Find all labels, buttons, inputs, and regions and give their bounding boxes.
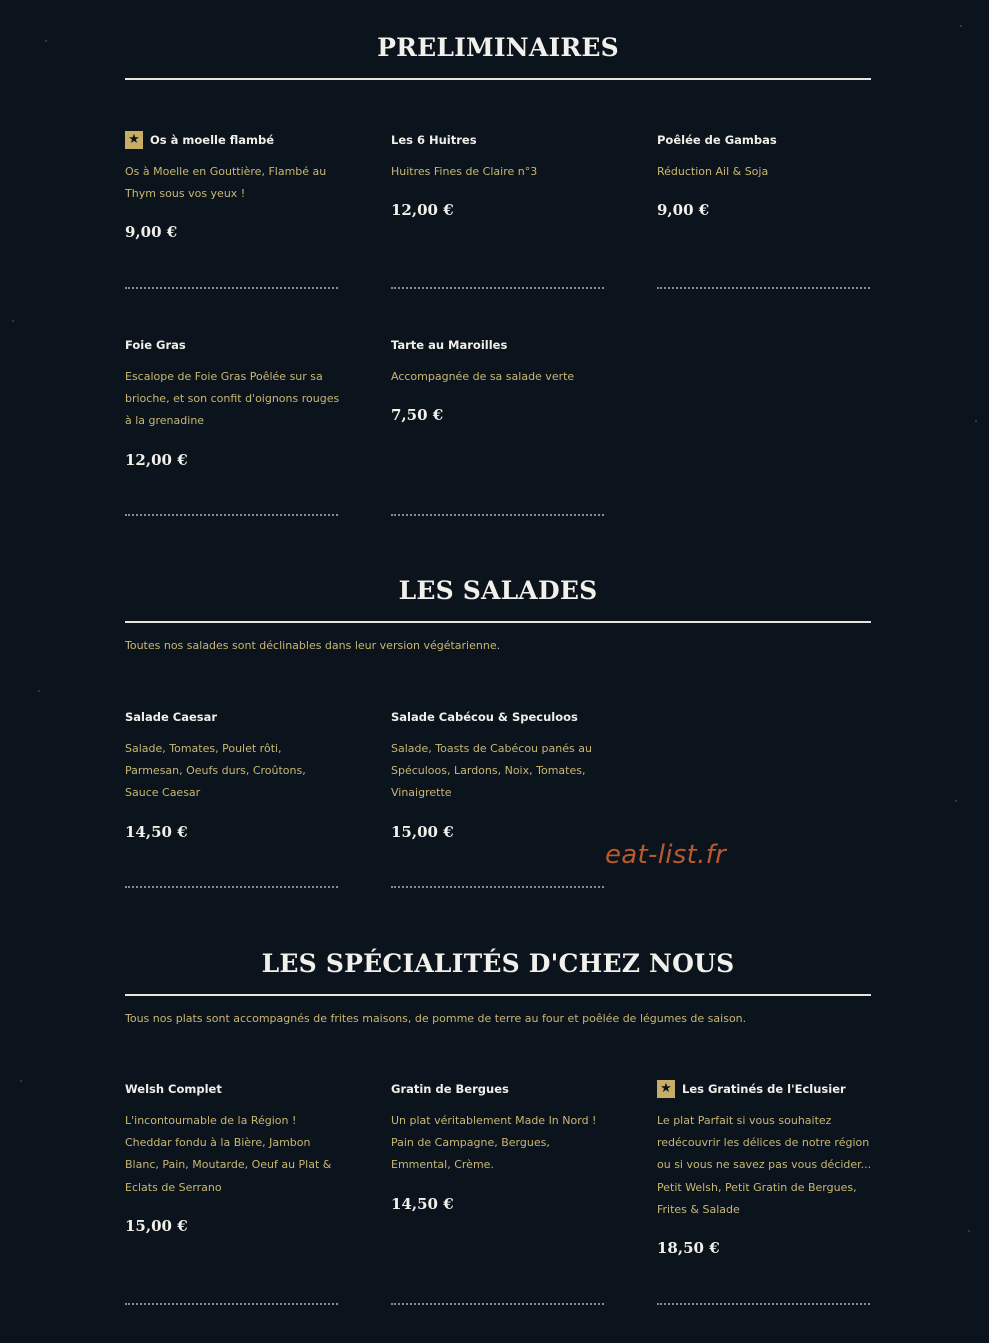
item-description: L'incontournable de la Région ! Cheddar fondu à la Bière, Jambon Blanc, Pain, Moutarde, Oeuf au Plat & Eclats de Serrano [125, 1114, 332, 1194]
menu-item [125, 129, 340, 242]
item-price: 18,50 € [657, 1239, 720, 1258]
item-description: Os à Moelle en Gouttière, Flambé au Thym sous vos yeux ! [125, 165, 327, 201]
item-name-text: Les Gratinés de l'Eclusier [682, 1082, 846, 1096]
item-price: 12,00 € [391, 201, 454, 220]
item-name: Tarte au Maroilles [391, 338, 508, 352]
background-speck [12, 320, 14, 322]
menu-item [657, 129, 872, 220]
item-description: Salade, Tomates, Poulet rôti, Parmesan, Oeufs durs, Croûtons, Sauce Caesar [125, 742, 306, 800]
item-price: 14,50 € [391, 1194, 454, 1213]
background-speck [955, 800, 957, 802]
section-note: Tous nos plats sont accompagnés de frites maisons, de pomme de terre au four et poêlée de légumes de saison. [125, 1012, 747, 1025]
item-name: Poêlée de Gambas [657, 133, 777, 147]
item-price: 15,00 € [391, 822, 454, 841]
item-name [125, 129, 340, 151]
star-icon: ★ [657, 1080, 675, 1098]
section-divider [125, 78, 871, 80]
section-title-salades: LES SALADES [398, 576, 598, 605]
item-name: Les 6 Huitres [391, 133, 477, 147]
item-description: Escalope de Foie Gras Poêlée sur sa brioche, et son confit d'oignons rouges à la grenadine [125, 370, 340, 428]
item-price: 15,00 € [125, 1216, 188, 1235]
item-name: Gratin de Bergues [391, 1082, 509, 1096]
background-speck [975, 420, 977, 422]
section-title-specialites: LES SPÉCIALITÉS D'CHEZ NOUS [261, 949, 735, 978]
item-name: Salade Cabécou & Speculoos [391, 710, 578, 724]
watermark-text: eat-list.fr [605, 840, 727, 870]
background-speck [45, 40, 47, 42]
item-description: Accompagnée de sa salade verte [391, 370, 575, 383]
section-divider [125, 621, 871, 623]
menu-item [125, 334, 340, 470]
item-separator [391, 1303, 604, 1305]
section-divider [125, 994, 871, 996]
item-description: Salade, Toasts de Cabécou panés au Spéculoos, Lardons, Noix, Tomates, Vinaigrette [391, 742, 592, 800]
background-speck [20, 1080, 22, 1082]
item-separator [391, 886, 604, 888]
item-name-text: Os à moelle flambé [150, 133, 275, 147]
menu-item [125, 706, 340, 842]
item-name [657, 1078, 872, 1100]
item-separator [391, 287, 604, 289]
section-note: Toutes nos salades sont déclinables dans leur version végétarienne. [125, 639, 501, 652]
item-description: Le plat Parfait si vous souhaitez redécouvrir les délices de notre région ou si vous ne savez pas vous décider... Petit Welsh, Petit Gratin de Bergues, Frites & Salade [657, 1114, 872, 1216]
item-separator [125, 514, 338, 516]
item-price: 7,50 € [391, 406, 444, 425]
item-name: Foie Gras [125, 338, 186, 352]
menu-item [125, 1078, 340, 1236]
section-title-preliminaires: PRELIMINAIRES [377, 33, 619, 62]
menu-item [391, 129, 606, 220]
background-speck [960, 25, 962, 27]
menu-item [391, 1078, 606, 1214]
item-price: 12,00 € [125, 450, 188, 469]
background-speck [38, 690, 40, 692]
menu-item [657, 1078, 872, 1258]
menu-item [391, 706, 606, 842]
item-name: Welsh Complet [125, 1082, 222, 1096]
item-price: 9,00 € [125, 223, 178, 242]
item-description: Un plat véritablement Made In Nord ! Pain de Campagne, Bergues, Emmental, Crème. [391, 1114, 597, 1172]
item-separator [125, 287, 338, 289]
item-name: Salade Caesar [125, 710, 218, 724]
item-price: 14,50 € [125, 822, 188, 841]
background-speck [968, 1230, 970, 1232]
item-separator [125, 886, 338, 888]
item-separator [125, 1303, 338, 1305]
item-price: 9,00 € [657, 201, 710, 220]
item-separator [391, 514, 604, 516]
item-separator [657, 1303, 870, 1305]
star-icon: ★ [125, 131, 143, 149]
menu-item [391, 334, 606, 425]
item-description: Réduction Ail & Soja [657, 165, 769, 178]
item-description: Huitres Fines de Claire n°3 [391, 165, 538, 178]
item-separator [657, 287, 870, 289]
